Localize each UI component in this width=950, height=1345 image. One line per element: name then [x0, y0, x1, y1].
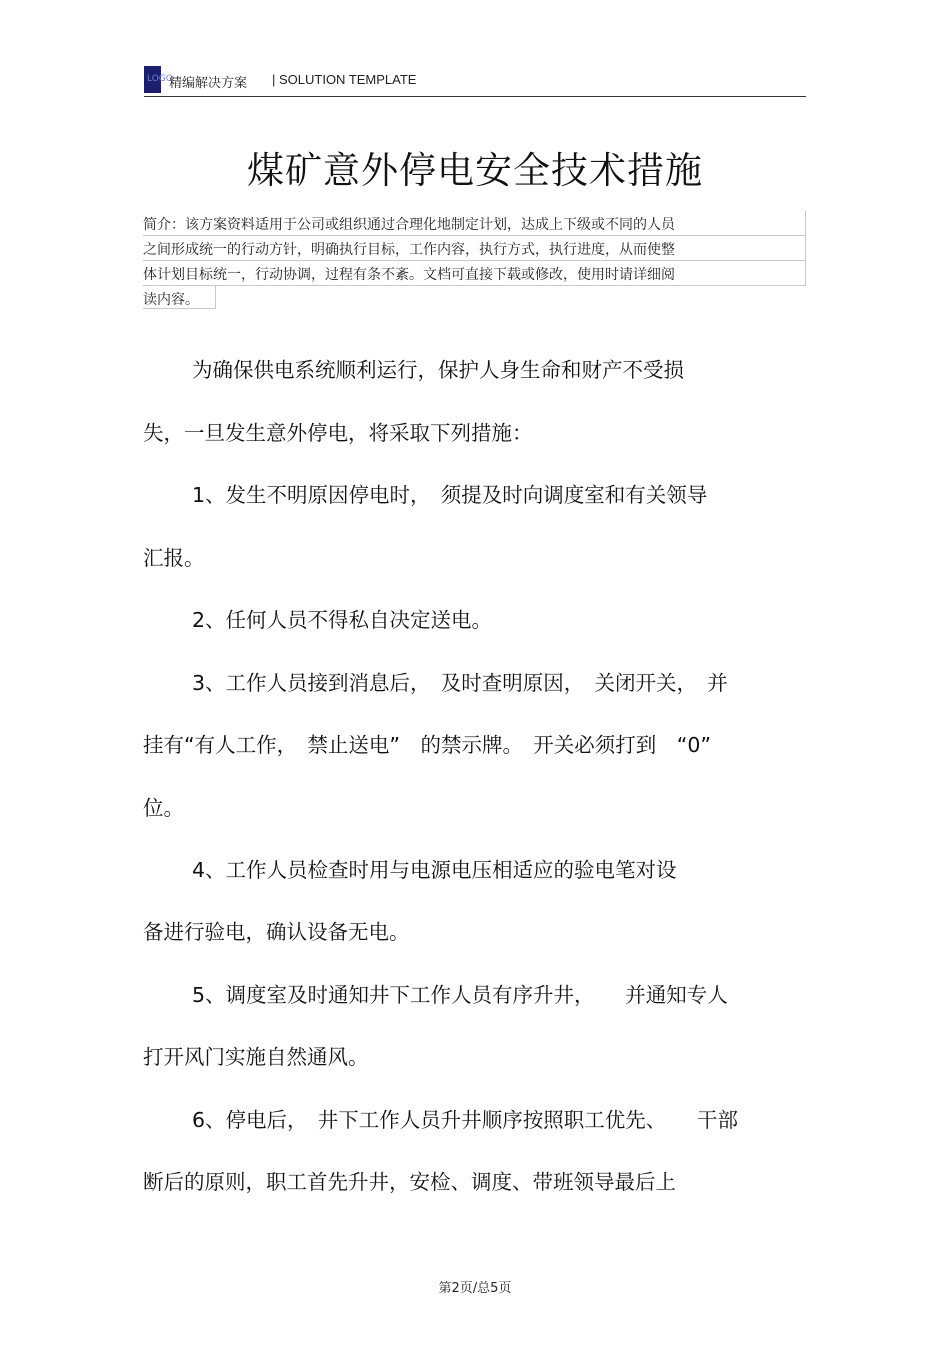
- body-line: 备进行验电，确认设备无电。: [143, 920, 410, 944]
- body-line: 为确保供电系统顺利运行，保护人身生命和财产不受损: [192, 358, 684, 382]
- intro-line: 简介：该方案资料适用于公司或组织通过合理化地制定计划，达成上下级或不同的人员: [143, 217, 675, 233]
- body-line: 4、工作人员检查时用与电源电压相适应的验电笔对设: [192, 858, 677, 882]
- body-line: 失，一旦发生意外停电，将采取下列措施：: [143, 421, 533, 445]
- header-brand: 精编解决方案: [169, 76, 248, 91]
- body-line: 3、工作人员接到消息后， 及时查明原因， 关闭开关， 并: [192, 671, 728, 695]
- body-line: 位。: [143, 796, 184, 820]
- intro-line: 之间形成统一的行动方针，明确执行目标，工作内容，执行方式，执行进度，从而使整: [143, 242, 675, 258]
- body-line: 1、发生不明原因停电时， 须提及时向调度室和有关领导: [192, 483, 708, 507]
- document-title: 煤矿意外停电安全技术措施: [247, 149, 703, 192]
- body-line: 2、任何人员不得私自决定送电。: [192, 608, 493, 632]
- logo-text: LOGO: [147, 74, 173, 84]
- intro-line: 体计划目标统一，行动协调，过程有条不紊。文档可直接下载或修改，使用时请详细阅: [143, 267, 675, 283]
- body-line: 挂有“有人工作， 禁止送电” 的禁示牌。 开关必须打到 “0”: [143, 733, 712, 757]
- body-line: 5、调度室及时通知井下工作人员有序升井， 并通知专人: [192, 983, 728, 1007]
- body-line: 汇报。: [143, 546, 205, 570]
- body-line: 打开风门实施自然通风。: [143, 1045, 369, 1069]
- header-brand-sub: | SOLUTION TEMPLATE: [272, 72, 417, 87]
- body-line: 6、停电后， 井下工作人员升井顺序按照职工优先、 干部: [192, 1108, 739, 1132]
- page-header: [144, 66, 806, 97]
- logo-icon: [144, 66, 173, 93]
- page-number: 第2页/总5页: [438, 1281, 512, 1296]
- body-line: 断后的原则，职工首先升井，安检、调度、带班领导最后上: [143, 1170, 676, 1194]
- intro-line: 读内容。: [143, 292, 199, 308]
